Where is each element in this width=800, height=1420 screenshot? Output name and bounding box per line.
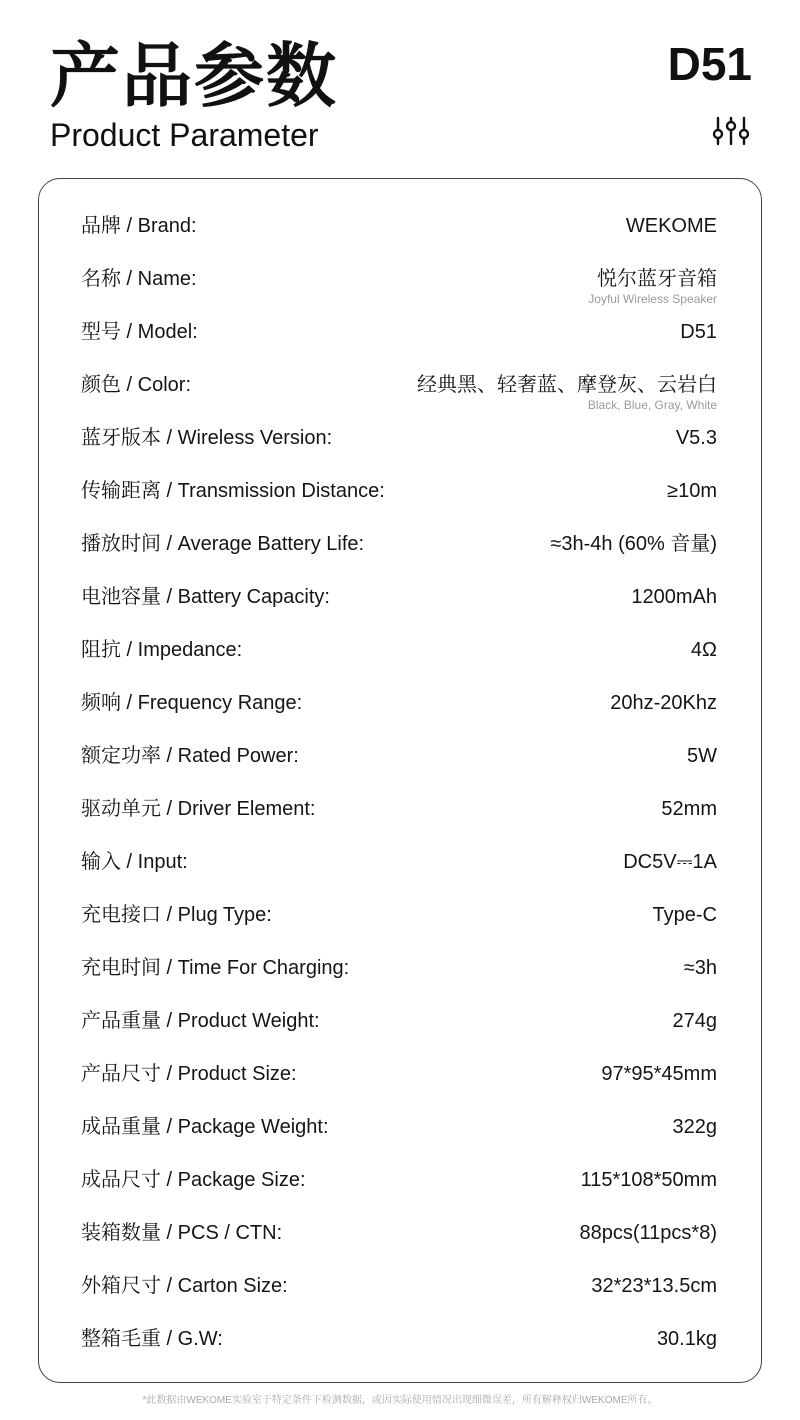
spec-row <box>81 254 717 307</box>
spec-value: ≈3h-4h (60% 音量) <box>550 533 717 555</box>
spec-label: 产品尺寸 / Product Size: <box>81 1063 297 1085</box>
page-title-en: Product Parameter <box>50 117 319 153</box>
spec-row <box>81 201 717 254</box>
spec-row <box>81 625 717 678</box>
spec-row <box>81 466 717 519</box>
spec-label: 成品重量 / Package Weight: <box>81 1116 329 1138</box>
spec-row <box>81 837 717 890</box>
spec-label: 整箱毛重 / G.W: <box>81 1328 223 1350</box>
spec-row <box>81 890 717 943</box>
spec-value: 经典黑、轻奢蓝、摩登灰、云岩白 <box>417 374 717 396</box>
spec-value: 20hz-20Khz <box>610 692 717 714</box>
spec-label: 驱动单元 / Driver Element: <box>81 798 316 820</box>
spec-value: 悦尔蓝牙音箱 <box>597 268 717 290</box>
spec-value: 32*23*13.5cm <box>591 1275 717 1297</box>
spec-value: Type-C <box>652 904 717 926</box>
spec-label: 产品重量 / Product Weight: <box>81 1010 320 1032</box>
spec-value: 4Ω <box>690 639 717 661</box>
spec-label: 输入 / Input: <box>81 851 188 873</box>
spec-value: 97*95*45mm <box>601 1063 717 1085</box>
spec-value: WEKOME <box>625 215 717 237</box>
spec-value: 52mm <box>661 798 717 820</box>
spec-value: 88pcs(11pcs*8) <box>579 1222 717 1244</box>
spec-row <box>81 1314 717 1367</box>
spec-label: 频响 / Frequency Range: <box>81 692 303 714</box>
spec-value: DC5V⎓1A <box>623 851 717 873</box>
spec-label: 颜色 / Color: <box>81 374 192 396</box>
spec-value-english: Joyful Wireless Speaker <box>588 292 717 306</box>
spec-label: 外箱尺寸 / Carton Size: <box>81 1275 288 1297</box>
spec-label: 成品尺寸 / Package Size: <box>81 1169 306 1191</box>
spec-value: V5.3 <box>675 427 717 449</box>
spec-row <box>81 307 717 360</box>
spec-value: 322g <box>672 1116 717 1138</box>
spec-row <box>81 1261 717 1314</box>
spec-value: D51 <box>680 321 717 343</box>
spec-value: ≥10m <box>667 480 717 502</box>
spec-row <box>81 519 717 572</box>
spec-label: 阻抗 / Impedance: <box>81 639 243 661</box>
spec-row <box>81 784 717 837</box>
spec-label: 播放时间 / Average Battery Life: <box>81 533 365 555</box>
spec-list <box>81 201 717 1367</box>
spec-value: 5W <box>687 745 717 767</box>
spec-label: 品牌 / Brand: <box>81 215 197 237</box>
spec-value-english: Black, Blue, Gray, White <box>587 398 717 412</box>
spec-label: 蓝牙版本 / Wireless Version: <box>81 427 333 449</box>
spec-row <box>81 1102 717 1155</box>
spec-row <box>81 731 717 784</box>
page-title-cn: 产品参数 <box>50 35 338 117</box>
spec-row <box>81 943 717 996</box>
spec-label: 充电时间 / Time For Charging: <box>81 957 350 979</box>
spec-row <box>81 572 717 625</box>
spec-row <box>81 1049 717 1102</box>
spec-label: 名称 / Name: <box>81 268 197 290</box>
spec-value: ≈3h <box>683 957 717 979</box>
sliders-icon <box>712 116 750 146</box>
spec-row <box>81 413 717 466</box>
spec-label: 电池容量 / Battery Capacity: <box>81 586 330 608</box>
footnote: *此数据由WEKOME实验室于特定条件下检测数据，或因实际使用情况出现细微误差，所有解释权归WEKOME所有。 <box>142 1395 658 1406</box>
spec-label: 传输距离 / Transmission Distance: <box>81 480 385 502</box>
spec-label: 型号 / Model: <box>81 321 198 343</box>
spec-row <box>81 1155 717 1208</box>
model-code: D51 <box>667 38 752 90</box>
spec-value: 115*108*50mm <box>580 1169 717 1191</box>
spec-row <box>81 996 717 1049</box>
spec-value: 1200mAh <box>631 586 717 608</box>
spec-label: 装箱数量 / PCS / CTN: <box>81 1222 283 1244</box>
spec-row <box>81 360 717 413</box>
spec-label: 充电接口 / Plug Type: <box>81 904 272 926</box>
spec-card <box>38 178 762 1383</box>
spec-row <box>81 678 717 731</box>
spec-value: 30.1kg <box>656 1328 717 1350</box>
spec-label: 额定功率 / Rated Power: <box>81 745 299 767</box>
spec-value: 274g <box>672 1010 717 1032</box>
spec-row <box>81 1208 717 1261</box>
